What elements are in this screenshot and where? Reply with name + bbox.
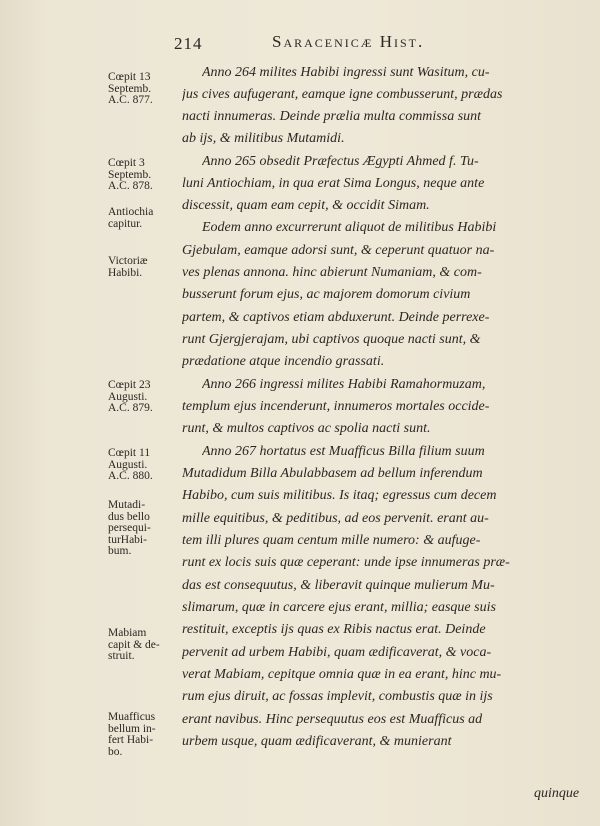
- text-line: das est consequutus, & liberavit quinque mulierum Mu-: [182, 578, 495, 593]
- text-line: Gjebulam, eamque adorsi sunt, & ceperunt quatuor na-: [182, 243, 495, 258]
- text-line: nacti innumeras. Deinde prælia multa commissa sunt: [182, 109, 482, 124]
- margin-notes: [108, 0, 182, 826]
- margin-note: Cœpit 23 Augusti. A.C. 879.: [108, 379, 153, 414]
- text-line: mille equitibus, & peditibus, ad eos pervenit. erant au-: [182, 511, 489, 526]
- main-text: [182, 0, 587, 826]
- text-line: Mutadidum Billa Abulabbasem ad bellum inferendum: [182, 466, 483, 481]
- text-line: Anno 266 ingressi milites Habibi Ramahormuzam,: [202, 377, 486, 392]
- text-line: runt ex locis suis quæ ceperant: unde ipse innumeras præ-: [182, 555, 510, 570]
- text-line: restituit, exceptis ijs quas ex Ribis nactus erat. Deinde: [182, 622, 486, 637]
- text-line: runt, & multos captivos ac spolia nacti sunt.: [182, 421, 431, 436]
- text-line: Eodem anno excurrerunt aliquot de militibus Habibi: [202, 220, 497, 235]
- margin-note: Cœpit 13 Septemb. A.C. 877.: [108, 71, 153, 106]
- text-line: rum ejus diruit, ac fossas implevit, combustis quæ in ijs: [182, 689, 493, 704]
- text-line: Anno 264 milites Habibi ingressi sunt Wasitum, cu-: [202, 65, 490, 80]
- text-line: templum ejus incenderunt, innumeros mortales occide-: [182, 399, 490, 414]
- text-line: ab ijs, & militibus Mutamidi.: [182, 131, 345, 146]
- catchword: quinque: [534, 786, 580, 801]
- text-line: tem illi plures quam centum mille numero: & aufuge-: [182, 533, 481, 548]
- text-line: Habibo, cum suis militibus. Is itaq; egressus cum decem: [182, 488, 497, 503]
- text-line: ves plenas annona. hinc abierunt Numaniam, & com-: [182, 265, 482, 280]
- text-line: erant navibus. Hinc persequutus eos est Muafficus ad: [182, 712, 483, 727]
- margin-note: Antiochia capitur.: [108, 206, 154, 230]
- text-line: discessit, quam eam cepit, & occidit Simam.: [182, 198, 430, 213]
- page-number: 214: [174, 34, 203, 53]
- margin-note: Muafficus bellum in- fert Habi- bo.: [108, 711, 156, 758]
- text-line: partem, & captivos etiam abduxerunt. Deinde perrexe-: [182, 310, 490, 325]
- margin-note: Mutadi- dus bello persequi- turHabi- bum.: [108, 499, 151, 557]
- text-line: urbem usque, quam ædificaverant, & munierant: [182, 734, 452, 749]
- text-line: busserunt forum ejus, ac majorem domorum civium: [182, 287, 471, 302]
- text-line: runt Gjergjerajam, ubi captivos quoque nacti sunt, &: [182, 332, 481, 347]
- text-line: luni Antiochiam, in qua erat Sima Longus, neque ante: [182, 176, 485, 191]
- text-line: jus cives aufugerant, eamque igne combusserunt, prædas: [182, 87, 503, 102]
- text-line: pervenit ad urbem Habibi, quam ædificaverat, & voca-: [182, 645, 492, 660]
- margin-note: Victoriæ Habibi.: [108, 255, 148, 279]
- running-head: Saracenicæ Hist.: [272, 32, 425, 51]
- text-line: verat Mabiam, cepitque omnia quæ in ea erant, hinc mu-: [182, 667, 502, 682]
- text-line: prædatione atque incendio grassati.: [182, 354, 385, 369]
- margin-note: Mabiam capit & de- struit.: [108, 627, 160, 662]
- text-line: Anno 267 hortatus est Muafficus Billa filium suum: [202, 444, 485, 459]
- text-line: Anno 265 obsedit Præfectus Ægypti Ahmed f. Tu-: [202, 154, 479, 169]
- margin-note: Cœpit 11 Augusti. A.C. 880.: [108, 447, 153, 482]
- margin-note: Cœpit 3 Septemb. A.C. 878.: [108, 157, 153, 192]
- text-line: slimarum, quæ in carcere ejus erant, millia; easque suis: [182, 600, 496, 615]
